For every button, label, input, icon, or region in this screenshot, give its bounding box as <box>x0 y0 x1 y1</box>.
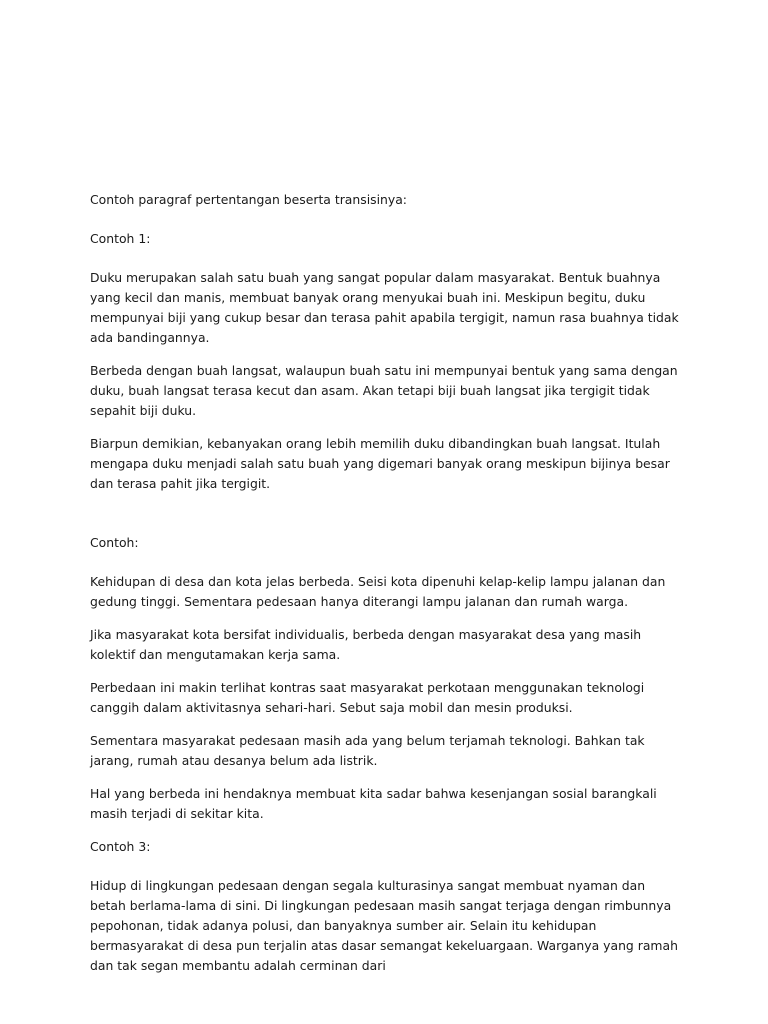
section-1-paragraph-1: Duku merupakan salah satu buah yang sangat popular dalam masyarakat. Bentuk buahnya yang kecil dan manis, membuat banyak orang menyukai buah ini. Meskipun begitu, duku mempunyai biji yang cukup besar dan terasa pahit apabila tergigit, namun rasa buahnya tidak ada bandingannya. <box>90 270 679 345</box>
section-2-paragraph-4: Sementara masyarakat pedesaan masih ada yang belum terjamah teknologi. Bahkan tak jarang, rumah atau desanya belum ada listrik. <box>90 733 645 768</box>
section-2-paragraph-5: Hal yang berbeda ini hendaknya membuat kita sadar bahwa kesenjangan sosial barangkali masih terjadi di sekitar kita. <box>90 786 657 821</box>
section-2-paragraph-1: Kehidupan di desa dan kota jelas berbeda. Seisi kota dipenuhi kelap-kelip lampu jalanan dan gedung tinggi. Sementara pedesaan hanya diterangi lampu jalanan dan rumah warga. <box>90 574 666 609</box>
document-body <box>90 190 682 989</box>
section-1-paragraph-3: Biarpun demikian, kebanyakan orang lebih memilih duku dibandingkan buah langsat. Itulah mengapa duku menjadi salah satu buah yang digemari banyak orang meskipun bijinya besar dan terasa pahit jika tergigit. <box>90 436 670 491</box>
section-1-heading: Contoh 1: <box>90 231 151 246</box>
section-3-paragraph-1: Hidup di lingkungan pedesaan dengan segala kulturasinya sangat membuat nyaman dan betah berlama-lama di sini. Di lingkungan pedesaan masih sangat terjaga dengan rimbunnya pepohonan, tidak adanya polusi, dan banyaknya sumber air. Selain itu kehidupan bermasyarakat di desa pun terjalin atas dasar semangat kekeluargaan. Warganya yang ramah dan tak segan membantu adalah cerminan dari <box>90 878 678 973</box>
section-2-heading: Contoh: <box>90 535 139 550</box>
intro-heading: Contoh paragraf pertentangan beserta transisinya: <box>90 192 407 207</box>
section-2-paragraph-3: Perbedaan ini makin terlihat kontras saat masyarakat perkotaan menggunakan teknologi canggih dalam aktivitasnya sehari-hari. Sebut saja mobil dan mesin produksi. <box>90 680 645 715</box>
section-1-paragraph-2: Berbeda dengan buah langsat, walaupun buah satu ini mempunyai bentuk yang sama dengan duku, buah langsat terasa kecut dan asam. Akan tetapi biji buah langsat jika tergigit tidak sepahit biji duku. <box>90 363 678 418</box>
section-3-heading: Contoh 3: <box>90 839 151 854</box>
section-2-paragraph-2: Jika masyarakat kota bersifat individualis, berbeda dengan masyarakat desa yang masih kolektif dan mengutamakan kerja sama. <box>90 627 642 662</box>
